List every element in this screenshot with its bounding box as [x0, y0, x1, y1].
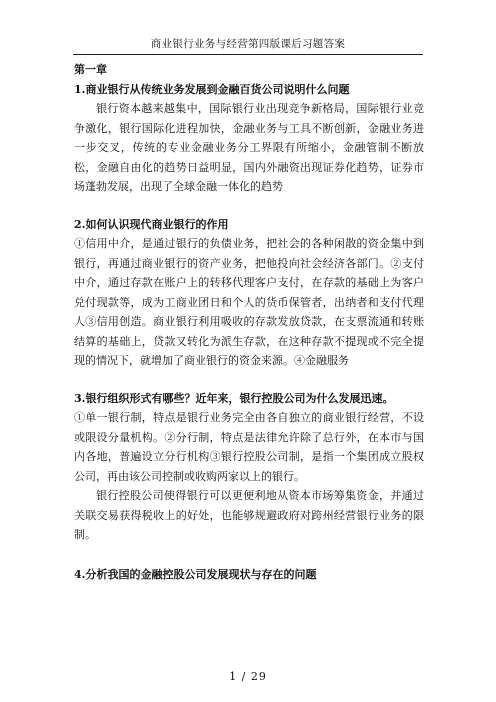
page-number: 1 / 29: [229, 670, 267, 683]
answer-3-paragraph-1: ①单一银行制，特点是银行业务完全由各自独立的商业银行经营，不设或限设分量机构。②分行制，特点是法律允许除了总行外，在本市与国内各地，普遍设立分行机构③银行控股公司制，是指一个集团成立股权公司，再由该公司控制或收购两家以上的银行。: [74, 411, 424, 483]
answer-1-paragraph: 银行资本越来越集中，国际银行业出现竞争新格局，国际银行业竞争激化，银行国际化进程加快，金融业务与工具不断创新，金融业务进一步交叉，传统的专业金融业务分工界限有所缩小，金融管制不断放松，金融自由化的趋势日益明显，国内外融资出现证券化趋势，证券市场蓬勃发展，出现了全球金融一体化的趋势: [74, 102, 424, 193]
answer-3-paragraph-2: 银行控股公司使得银行可以更便利地从资本市场筹集资金，并通过关联交易获得税收上的好处，也能够规避政府对跨州经营银行业务的限制。: [74, 489, 424, 541]
page-header: 商业银行业务与经营第四版课后习题答案: [73, 36, 423, 55]
document-body: [74, 60, 424, 584]
answer-2-paragraph: ①信用中介，是通过银行的负债业务，把社会的各种闲散的资金集中到银行，再通过商业银行的资产业务，把他投向社会经济各部门。②支付中介，通过存款在账户上的转移代理客户支付，在存款的基础上为客户兑付现款等，成为工商业团日和个人的货币保管者，出纳者和支付代理人③信用创造。商业银行利用吸收的存款发放贷款，在支票流通和转账结算的基础上，贷款又转化为派生存款，在这种存款不提现或不完全提现的情况下，就增加了商业银行的资金来源。④金融服务: [74, 237, 424, 367]
question-3: 3.银行组织形式有哪些？近年来，银行控股公司为什么发展迅速。: [74, 391, 394, 405]
question-4: 4.分析我国的金融控股公司发展现状与存在的问题: [74, 567, 317, 581]
chapter-title: 第一章: [74, 63, 107, 76]
question-2: 2.如何认识现代商业银行的作用: [74, 217, 229, 231]
question-1: 1.商业银行从传统业务发展到金融百货公司说明什么问题: [74, 82, 350, 96]
